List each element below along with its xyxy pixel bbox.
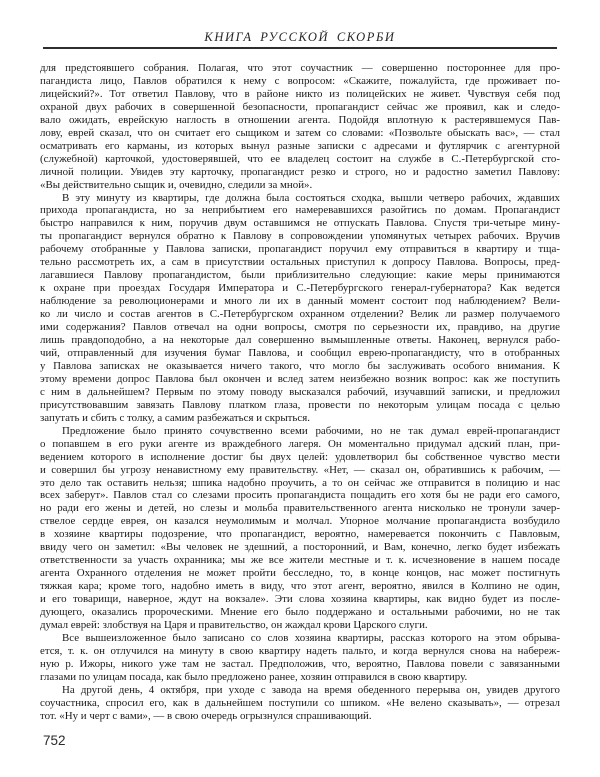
text-line: для предстоявшего собрания. Полагая, что этот соучастник — совершенно постороннее для про- bbox=[40, 62, 560, 74]
text-line: осматривать его карманы, из которых вынул разные записки с адресами и футлярчик с агентурной bbox=[40, 139, 560, 152]
paragraph bbox=[40, 192, 560, 425]
text-line: соучастника, спросил его, как в дальнейшем поступили со шпиком. «Не велено сказывать», — отрезал bbox=[40, 696, 560, 709]
text-line: быстро направился к ним, поручив двум оставшимся не отпускать Павлова. Спустя три-четыре мину- bbox=[40, 217, 560, 230]
text-line: о попавшем в его руки агенте из враждебного лагеря. Он моментально придумал адский план, при- bbox=[40, 437, 560, 450]
text-line: и совершил бы угрозу ненавистному ему правительству. «Нет, — сказал он, обратившись к рабочим, — bbox=[40, 463, 560, 476]
text-line: запутать и сбить с толку, а самим разбежаться и скрыться. bbox=[40, 411, 310, 424]
text-line: тяжкая кара; кроме того, надобно иметь в виду, что этот агент, вероятно, явился в Колпино не один, bbox=[40, 580, 560, 593]
text-line: наблюдение за революционерами и много ли их в данный момент состоит под наблюдением? Вели- bbox=[40, 295, 560, 308]
text-line: ими содержания? Павлов отвечал на одни вопросы, смотря по серьезности их, правдиво, на другие bbox=[40, 321, 560, 334]
text-line: и его товарищи, наверное, ждут на вокзале». Эти слова хозяина квартиры, как видно будет из после- bbox=[40, 593, 560, 606]
paragraph bbox=[40, 632, 560, 684]
text-line: тельно рассмотреть их, а сам в присутствии остальных приступил к допросу Павлова. Вопросы, пред- bbox=[40, 256, 560, 269]
text-line: думал еврей: злобствуя на Царя и правительство, он жаждал крови Царского слуги. bbox=[40, 618, 428, 631]
header-rule bbox=[43, 47, 557, 49]
text-line: ную р. Ижоры, никого уже там не застал. Предположив, что, вероятно, Павлова повели с завязанными bbox=[40, 657, 560, 670]
paragraph bbox=[40, 425, 560, 632]
text-line: прихода пропагандиста, но за неприбытием его намеревавшихся разойтись по домам. Пропагандист bbox=[40, 204, 560, 217]
text-line: В эту минуту из квартиры, где должна была состояться сходка, вышли четверо рабочих, ждавших bbox=[62, 191, 560, 204]
text-line: ты пропагандист вернулся обратно к Павлову в сопровождении упомянутых четырех рабочих. Вручив bbox=[40, 230, 560, 243]
text-line: но ради его жены и детей, но слезы и мольба правительственного агента нисколько не тронули зачер- bbox=[40, 502, 560, 515]
running-head-title: КНИГА РУССКОЙ СКОРБИ bbox=[204, 30, 396, 44]
text-line: Предложение было принято сочувственно всеми рабочими, но не так думал еврей-пропагандист bbox=[62, 424, 560, 437]
text-line: На другой день, 4 октября, при уходе с завода на время обеденного перерыва он, увидев другого bbox=[62, 683, 560, 696]
text-line: глазами по улицам посада, как было предложено ранее, хозяин отправился в свою квартиру. bbox=[40, 670, 468, 683]
text-line: ко ли число и состав агентов в С.-Петербургском охранном отделении? Велик ли размер получаемого bbox=[40, 308, 560, 321]
text-line: «Вы действительно сыщик и, очевидно, следили за мной». bbox=[40, 178, 313, 191]
text-line: этому времени допрос Павлова был окончен и вслед затем неизбежно возник вопрос: как же поступить bbox=[40, 372, 560, 385]
text-line: лову, еврей сказал, что он считает его сыщиком и затем со словами: «Позвольте обыскать вас», — стал bbox=[40, 126, 560, 139]
text-line: ввиду чего он заметил: «Вы человек не здешний, а посторонний, и Вам, конечно, легко будет избежать bbox=[40, 541, 560, 554]
body-text bbox=[40, 62, 560, 723]
text-line: ствелое сердце еврея, он казался неумолимым и молчал. Упорное молчание пропагандиста возбудило bbox=[40, 515, 560, 528]
text-line: чий, отправленный для изучения бумаг Павлова, и сообщил еврею-пропагандисту, что в отобранных bbox=[40, 346, 560, 359]
text-line: пагандиста лицо, Павлов обратился к нему с вопросом: «Скажите, пожалуйста, где проживает по- bbox=[40, 74, 560, 87]
text-line: рабочему отобранные у Павлова записки, пропагандист поручил ему отправиться в квартиру и тща- bbox=[40, 243, 560, 256]
text-line: тот. «Ну и черт с вами», — в свою очередь огрызнулся спрашивающий. bbox=[40, 709, 372, 722]
text-line: вало ожидать, еврейскую наглость в отношении агента. Подойдя вплотную к растерявшемуся Пав- bbox=[40, 113, 560, 126]
text-line: агента Охранного отделения не может пройти бесследно, то, в конце концов, нас может постигнуть bbox=[40, 567, 560, 580]
text-line: всех заберут». Павлов стал со слезами просить пропагандиста пощадить его хотя бы не ради его самого, bbox=[40, 489, 560, 502]
text-line: лагавшиеся Павлову пропагандистом, были приблизительно следующие: какие меры принимаются bbox=[40, 269, 560, 282]
text-line: к охране при проездах Государя Императора и С.-Петербургского генерал-губернатора? Как ведется bbox=[40, 282, 560, 295]
text-line: это дело так оставить нельзя; шпика надобно проучить, а то он сейчас же отправится в полицию и нас bbox=[40, 476, 560, 489]
text-line: у Павлова записках не оказывается ничего такого, что могло бы заслуживать особого внимания. К bbox=[40, 359, 560, 372]
text-line: лицейский?». Тот ответил Павлову, что в районе никто из полицейских не живет. Чувствуя себя под bbox=[40, 87, 560, 100]
paragraph bbox=[40, 684, 560, 723]
text-line: ответственности за участь охранника; мы же все жители местные и т. к. исчезновение в нашем посаде bbox=[40, 554, 560, 567]
text-line: ведением которого в исполнение достиг бы двух целей: удовлетворил бы собственное чувство мести bbox=[40, 450, 560, 463]
text-line: с ним в дальнейшем? Первым по этому поводу высказался рабочий, изучавший записки, и предложил bbox=[40, 385, 560, 398]
text-line: личной полиции. Увидев эту карточку, пропагандист резко и строго, но и радостно заметил Павлову: bbox=[40, 165, 560, 178]
text-line: присутствовавшим завязать Павлову платком глаза, провести по некоторым улицам посада с целью bbox=[40, 398, 560, 411]
text-line: Все вышеизложенное было записано со слов хозяина квартиры, рассказ которого на этом обрыва- bbox=[62, 631, 560, 644]
text-line: лишь правдоподобно, а на некоторые дал совершенно вымышленные ответы. Наконец, вернулся рабо- bbox=[40, 334, 560, 347]
text-line: в хозяине квартиры подозрение, что пропагандист, вероятно, намеревается покончить с Павловым, bbox=[40, 528, 560, 541]
text-line: охраной двух рабочих в совершенной безопасности, пропагандист сейчас же проявил, как и следо- bbox=[40, 100, 560, 113]
text-line: (служебной) карточкой, удостоверявшей, что ее владелец состоит на службе в С.-Петербургской сто- bbox=[40, 152, 560, 165]
text-line: дующего, оказались пророческими. Мнение его было поддержано и остальными рабочими, но не так bbox=[40, 606, 560, 619]
paragraph bbox=[40, 62, 560, 192]
page-number: 752 bbox=[43, 733, 66, 748]
text-line: ется, т. к. он отлучился на минуту в свою квартиру надеть пальто, и когда вернулся снова на набереж- bbox=[40, 644, 560, 657]
